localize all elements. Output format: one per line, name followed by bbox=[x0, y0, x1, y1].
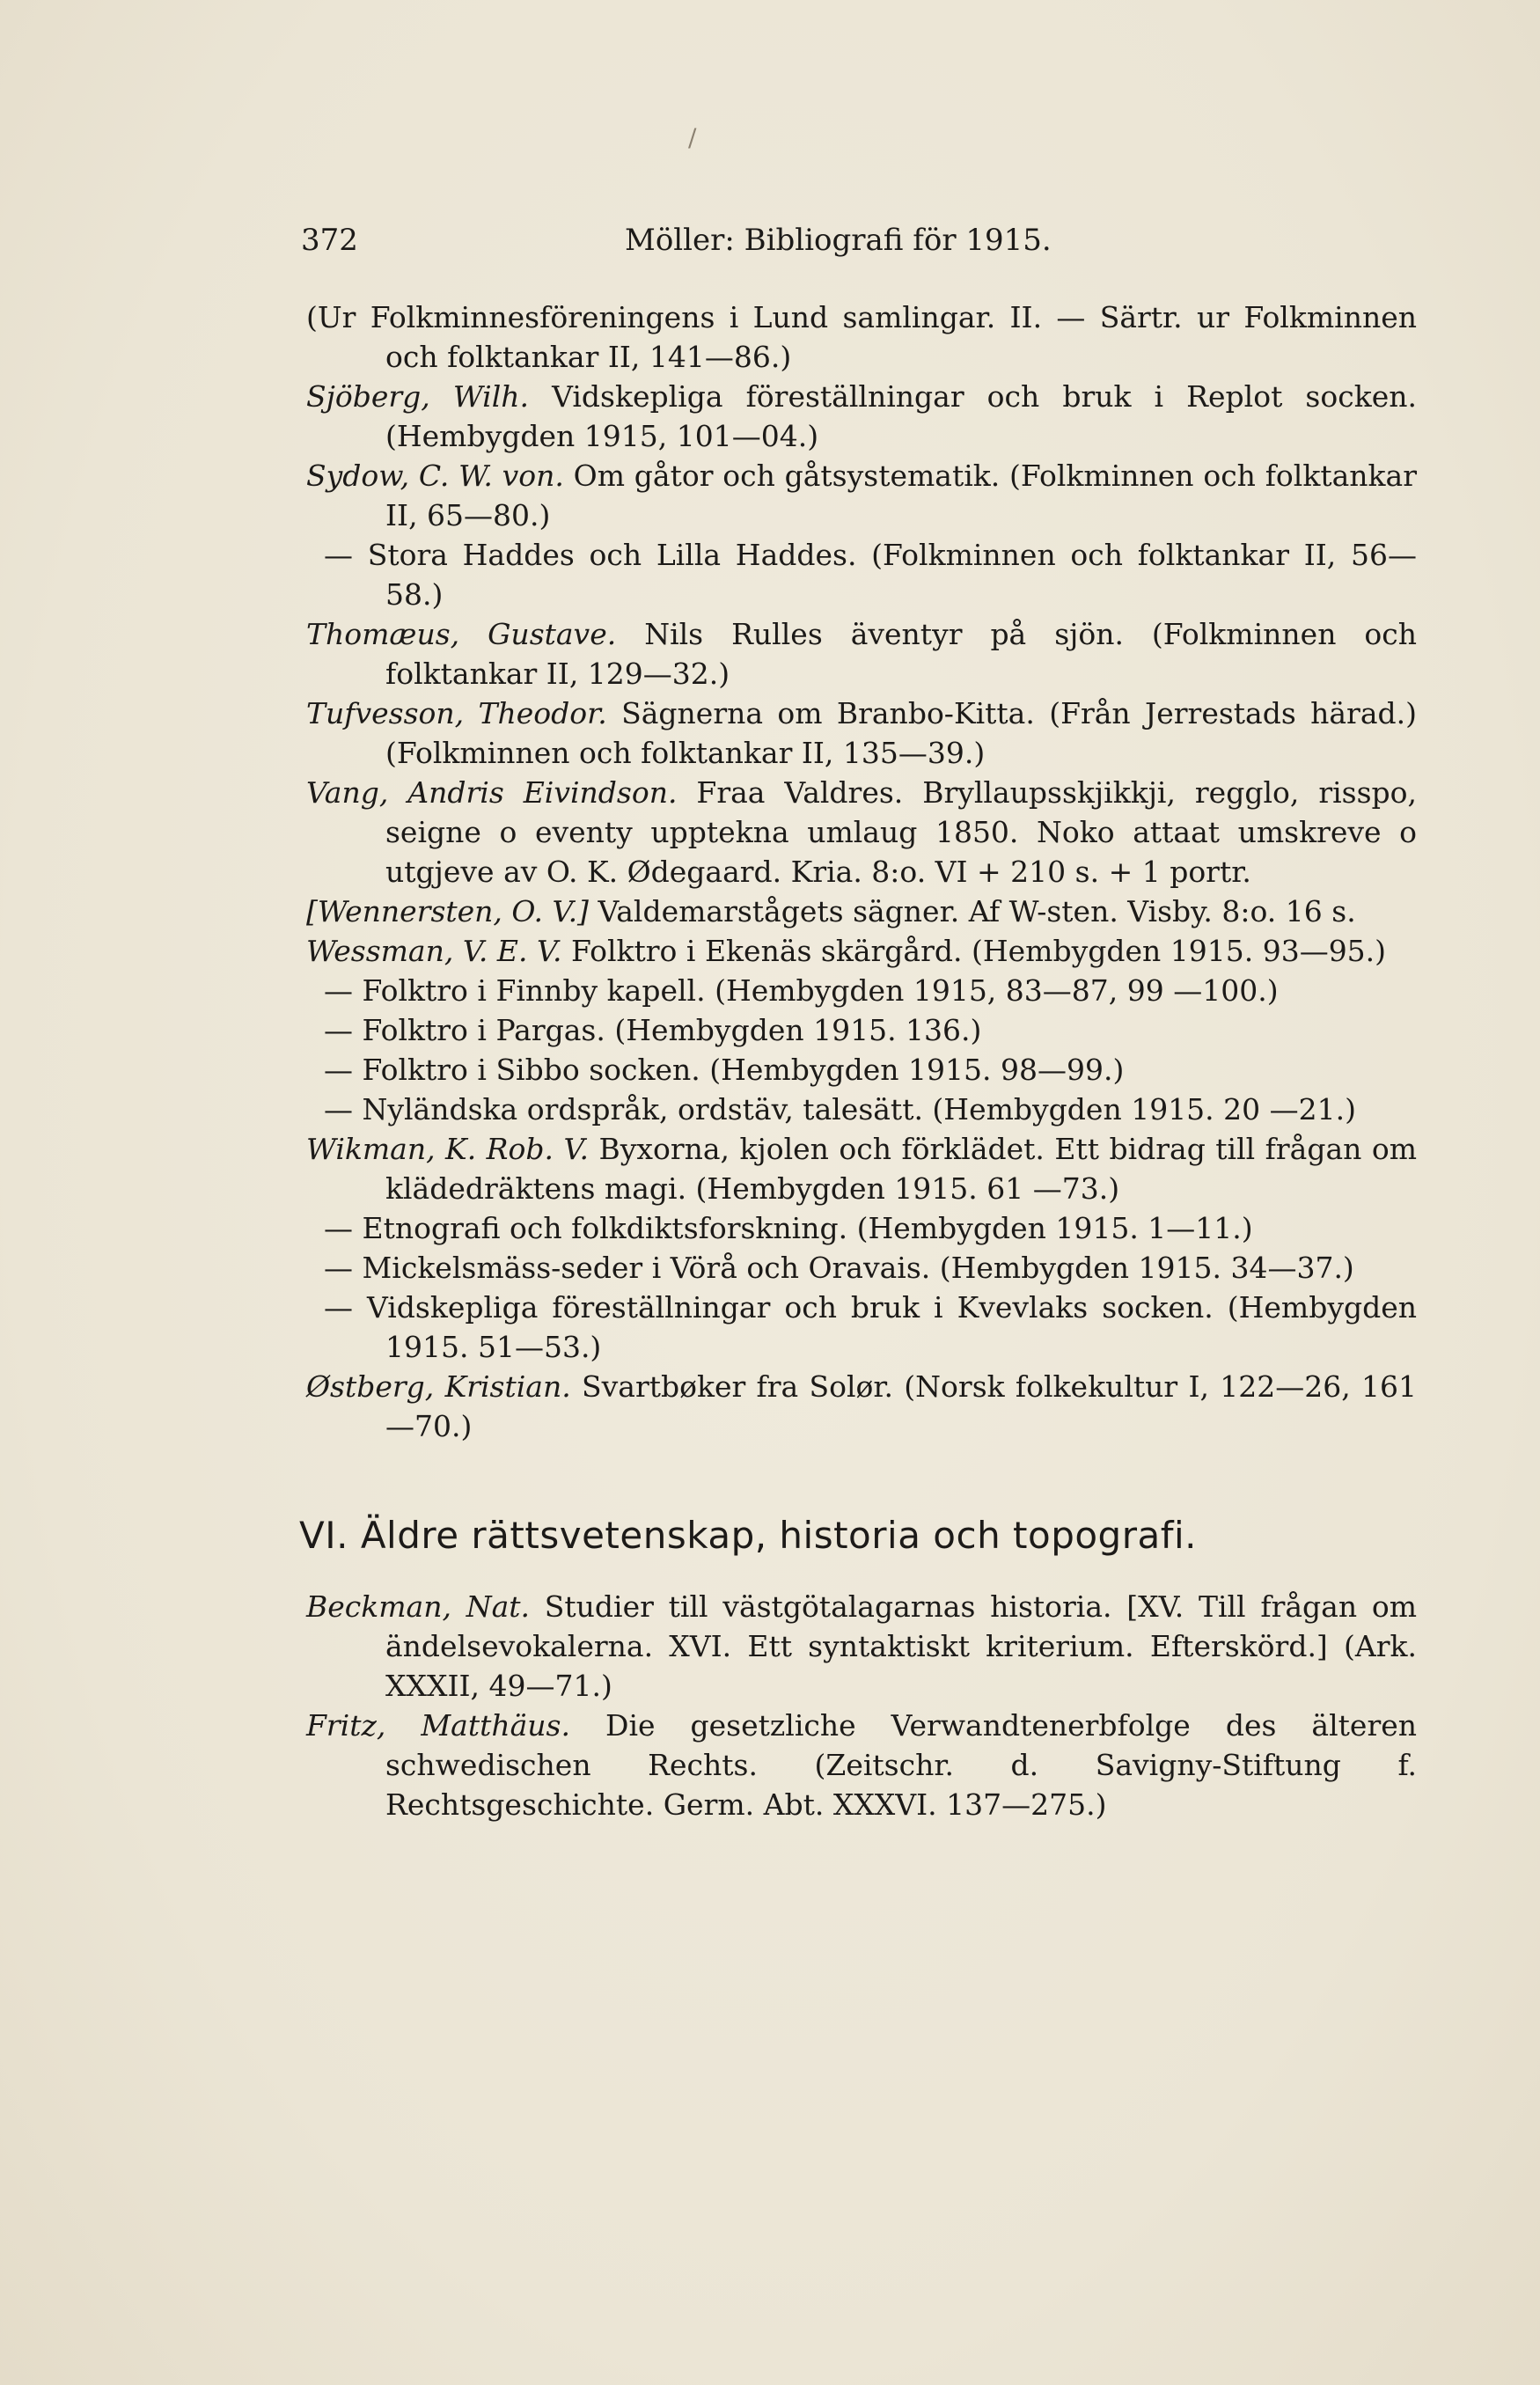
entry-text: Nils Rulles äventyr på sjön. (Folkminnen och folktankar II, 129—32.) bbox=[385, 617, 1418, 691]
entry-text: Folktro i Ekenäs skärgård. (Hembygden 1915. 93—95.) bbox=[571, 934, 1387, 968]
entry-text: Svartbøker fra Solør. (Norsk folkekultur I, 122—26, 161—70.) bbox=[385, 1369, 1417, 1443]
entry-author: Tufvesson, Theodor. bbox=[306, 696, 607, 730]
entry-author: Wessman, V. E. V. bbox=[306, 934, 562, 968]
bibliography-entry bbox=[306, 1248, 1417, 1288]
entry-text: Studier till västgötalagarnas historia. [XV. Till frågan om ändelsevokalerna. XVI. Ett syntaktiskt kriterium. Efterskörd.] (Ark. XXXII, 49—71.) bbox=[385, 1589, 1417, 1703]
entry-text: — Vidskepliga föreställningar och bruk i Kvevlaks socken. (Hembygden 1915. 51—53.) bbox=[324, 1290, 1417, 1364]
bibliography-entry bbox=[306, 377, 1417, 456]
entry-text: — Folktro i Sibbo socken. (Hembygden 1915. 98—99.) bbox=[324, 1053, 1125, 1087]
bibliography-entry bbox=[306, 1706, 1417, 1824]
entry-author: Beckman, Nat. bbox=[306, 1589, 531, 1624]
entry-text: — Nyländska ordspråk, ordstäv, talesätt. (Hembygden 1915. 20 —21.) bbox=[324, 1092, 1356, 1126]
entry-author: Østberg, Kristian. bbox=[306, 1369, 571, 1404]
bibliography-entry bbox=[306, 614, 1417, 693]
entry-text: Sägnerna om Branbo-Kitta. (Från Jerrestads härad.) (Folkminnen och folktankar II, 135—39.) bbox=[385, 696, 1417, 770]
bibliography-entry bbox=[306, 931, 1417, 971]
entry-author: [Wennersten, O. V.] bbox=[306, 894, 589, 928]
entry-text: (Ur Folkminnesföreningens i Lund samlingar. II. — Särtr. ur Folkminnen och folktankar II, 141—86.) bbox=[306, 300, 1417, 374]
entry-text: — Mickelsmäss-seder i Vörå och Oravais. (Hembygden 1915. 34—37.) bbox=[324, 1251, 1354, 1285]
bibliography-entry bbox=[306, 971, 1417, 1010]
bibliography-entry bbox=[306, 892, 1417, 931]
paper-mark: / bbox=[688, 123, 697, 152]
entry-author: Vang, Andris Eivindson. bbox=[306, 775, 678, 810]
entry-author: Wikman, K. Rob. V. bbox=[306, 1132, 589, 1166]
bibliography-entry bbox=[306, 773, 1417, 892]
page-number: 372 bbox=[301, 223, 358, 258]
bibliography-body bbox=[299, 297, 1418, 1824]
section-heading: VI. Äldre rättsvetenskap, historia och topografi. bbox=[299, 1514, 1198, 1557]
bibliography-entry bbox=[306, 1050, 1417, 1090]
entry-text: — Folktro i Pargas. (Hembygden 1915. 136.) bbox=[324, 1013, 982, 1047]
entry-text: Byxorna, kjolen och förklädet. Ett bidrag till frågan om klädedräktens magi. (Hembygden 1915. 61 —73.) bbox=[385, 1132, 1418, 1206]
bibliography-entry bbox=[306, 1288, 1417, 1367]
entry-text: — Etnografi och folkdiktsforskning. (Hembygden 1915. 1—11.) bbox=[324, 1211, 1253, 1245]
bibliography-entry bbox=[306, 693, 1417, 773]
bibliography-entry bbox=[306, 535, 1417, 614]
entry-text: Die gesetzliche Verwandtenerbfolge des älteren schwedischen Rechts. (Zeitschr. d. Savigny-Stiftung f. Rechtsgeschichte. Germ. Abt. XXXVI. 137—275.) bbox=[385, 1708, 1417, 1822]
entry-text: Fraa Valdres. Bryllaupsskjikkji, regglo, risspo, seigne o eventy upptekna umlaug 1850. Noko attaat umskreve o utgjeve av O. K. Ødegaard. Kria. 8:o. VI + 210 s. + 1 portr. bbox=[385, 775, 1417, 889]
bibliography-entry bbox=[306, 456, 1417, 535]
bibliography-entry bbox=[306, 297, 1417, 377]
bibliography-entry bbox=[306, 1367, 1417, 1446]
running-header bbox=[301, 218, 1419, 262]
bibliography-entry bbox=[306, 1129, 1417, 1208]
bibliography-entry bbox=[306, 1010, 1417, 1050]
entry-text: Valdemarstågets sägner. Af W-sten. Visby. 8:o. 16 s. bbox=[598, 894, 1356, 928]
entry-text: Vidskepliga föreställningar och bruk i Replot socken. (Hembygden 1915, 101—04.) bbox=[385, 379, 1417, 453]
bibliography-entry bbox=[306, 1090, 1417, 1129]
entry-list-folklore bbox=[306, 297, 1417, 1446]
entry-text: — Folktro i Finnby kapell. (Hembygden 1915, 83—87, 99 —100.) bbox=[324, 973, 1279, 1008]
entry-text: — Stora Haddes och Lilla Haddes. (Folkminnen och folktankar II, 56—58.) bbox=[324, 538, 1417, 612]
entry-author: Thomæus, Gustave. bbox=[306, 617, 617, 651]
entry-author: Fritz, Matthäus. bbox=[306, 1708, 570, 1743]
entry-text: Om gåtor och gåtsystematik. (Folkminnen och folktankar II, 65—80.) bbox=[385, 459, 1417, 532]
entry-author: Sydow, C. W. von. bbox=[306, 459, 564, 493]
entry-list-legal-history bbox=[306, 1587, 1417, 1824]
bibliography-entry bbox=[306, 1208, 1417, 1248]
bibliography-entry bbox=[306, 1587, 1417, 1706]
entry-author: Sjöberg, Wilh. bbox=[306, 379, 530, 414]
running-title: Möller: Bibliografi för 1915. bbox=[625, 223, 1052, 258]
